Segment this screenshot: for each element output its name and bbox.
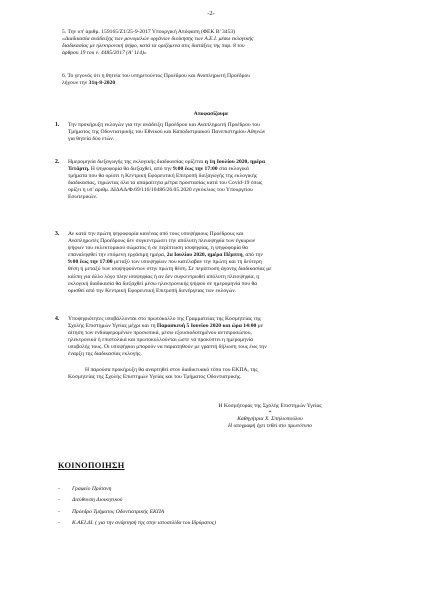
list-item-text: Κ.ΑΕΙ.ΔΙ. ( για την ανάρτησή της στην ιστοσελίδα του Ιδρύματος)	[72, 519, 216, 526]
decision-1-line: Τμήματος της Οδοντιατρικής του Εθνικού και Καποδιστριακού Πανεπιστημίου Αθηνών	[68, 129, 266, 136]
decision-2-number: 2.	[55, 159, 60, 165]
decision-3-line: ορισθεί από την Κεντρική Εφορευτική Επιτροπή διενέργειας των εκλογών.	[68, 287, 237, 294]
list-item	[58, 518, 216, 529]
decision-1-number: 1.	[55, 122, 60, 128]
decision-2-text-part: Ημερομηνία διεξαγωγής της εκλογικής διαδικασίας ορίζεται	[68, 159, 205, 165]
voting-hours: 9:00 έως την 17:00	[173, 166, 218, 173]
decision-2-line	[68, 166, 364, 173]
term-end-date: 31η-8-2020	[88, 80, 116, 87]
list-bullet: -	[58, 508, 60, 515]
decision-4-number: 4.	[55, 316, 60, 322]
decision-4-line: Υποψηφιότητες υποβάλλονται στο πρωτόκολλο της Γραμματείας της Κοσμητείας της	[68, 316, 261, 322]
decision-1-line: Την προκήρυξη εκλογών για την ανάδειξη Προέδρου και Αναπληρωτή Προέδρου του	[68, 122, 260, 128]
item5-line3: διαδικασίας με ηλεκτρονική ψήφο, κατά τα οριζόμενα στις διατάξεις της παρ. 8 του	[62, 43, 245, 50]
distribution-list	[58, 484, 216, 529]
signature-block	[150, 403, 390, 431]
list-bullet: -	[58, 497, 60, 504]
decision-4-line: ηλεκτρονικά ή επιστολικά και πρωτοκολλούνται ώστε να προκύπτει η ημερομηνία	[68, 337, 254, 344]
decision-3-text-part: , από την	[242, 252, 263, 259]
list-bullet: -	[58, 486, 60, 492]
decision-3-line: κάλπη για άλλο λόγο πλην ισοψηφίας ή αν δεν συγκεντρωθεί απόλυτη πλειοψηφία, η	[68, 273, 260, 280]
decision-1-line: για θητεία δύο ετών.	[68, 136, 115, 143]
election-date: η 1η Ιουλίου 2020, ημέρα	[204, 159, 265, 165]
decision-3-line: Αναπληρωτές Προέδρους δεν συγκεντρώσει την απόλυτη πλειοψηφία των έγκυρων	[68, 238, 256, 245]
decision-3-line: Αν κατά την πρώτη ψηφοφορία κανένας από τους υποψήφιους Προέδρους και	[68, 231, 244, 237]
item6-line2-text: λήγουν την	[62, 80, 89, 87]
decision-1-text	[68, 122, 364, 143]
item6-line1: 6. Το γεγονός ότι η θητεία του υπηρετούντος Προέδρου και Αναπληρωτή Προέδρου	[62, 73, 251, 79]
decision-3-text	[68, 231, 364, 295]
list-item	[58, 495, 216, 506]
decision-2-line: διαδικασίας, τηρώντας όλα τα απαραίτητα μέτρα προστασίας κατά του Covid-19 όπως	[68, 180, 263, 187]
decision-2-text	[68, 159, 364, 202]
decision-4-line: έναρξη της διαδικασίας εκλογής.	[68, 351, 142, 358]
candidacy-deadline: Παρασκευή 5 Ιουνίου 2020 και ώρα 14:00	[156, 323, 257, 330]
list-item-text: Γραφείο Πρύτανη	[72, 486, 112, 492]
list-bullet: -	[58, 519, 60, 526]
decision-2-line: τμήματα που θα ορίσει η Κεντρική Εφορευτική Επιτροπή διεξαγωγής της εκλογικής	[68, 173, 258, 180]
item5-line2: «Διαδικασία ανάδειξης των μονομελών οργάνων διοίκησης των Α.Ε.Ι. μέσω εκλογικής	[62, 36, 254, 43]
reference-item-5	[62, 29, 364, 57]
decision-3-line: ψήφων του εκλεκτορικού σώματος ή σε περίπτωση ισοψηφίας, η ψηφοφορία θα	[68, 245, 248, 252]
decision-4-text-part: Σχολής Επιστημών Υγείας μέχρι και τη	[68, 323, 157, 330]
decision-4-text	[68, 316, 364, 359]
decision-4-line: υποβολής τους. Οι υποψήφιοι μπορούν να παραιτηθούν με γραπτή δήλωση τους έως την	[68, 344, 267, 351]
list-item-text: Διεύθυνση Διοικητικού	[72, 497, 123, 504]
repeat-election-date: 2α Ιουλίου 2020, ημέρα Πέμπτη	[166, 252, 243, 259]
decision-2-text-part: Η ψηφοφορία θα διεξαχθεί, από την	[89, 166, 173, 173]
signature-marker: *	[268, 410, 272, 417]
publication-paragraph	[68, 367, 365, 381]
decision-3-line	[68, 259, 364, 266]
decision-4-line	[68, 323, 364, 330]
repeat-voting-hours: 9:00 έως την 17:00	[68, 259, 113, 266]
publication-line: Η παρούσα προκήρυξη θα αναρτηθεί στον διαδικτυακό τόπο του ΕΚΠΑ, της	[85, 367, 258, 373]
list-item	[58, 507, 216, 518]
signatory-role: Η Κοσμήτορας της Σχολής Επιστημών Υγείας	[218, 403, 322, 409]
decision-2-line: ορίζει η υπ' αριθμ. ΔΙΔΑΔ/Φ.69/116/10486/26.05.2020 εγκύκλιος του Υπουργείου	[68, 187, 253, 194]
decision-3-line: εκλογική διαδικασία θα διεξαχθεί μέσω ηλεκτρονικής ψήφου σε ημερομηνία που θα	[68, 280, 258, 287]
decision-2-line: Εσωτερικών.	[68, 194, 98, 201]
decision-3-text-part: μεταξύ των υποψηφίων που κατέλαβαν την πρώτη και τη δεύτερη	[112, 259, 262, 266]
decision-3-line: θέση ή μεταξύ των ισοψηφούντων στην πρώτη θέση. Σε περίπτωση άγονης διαδικασίας με	[68, 266, 272, 273]
election-day: Τετάρτη.	[68, 166, 90, 173]
decision-3-text-part: επαναληφθεί την επόμενη εργάσιμη ημέρα,	[68, 252, 167, 259]
signature-note: Η υπογραφή έχει τεθεί στο πρωτότυπο	[228, 423, 312, 430]
item5-line4: άρθρου 19 του ν. 4485/2017 (Α' 114)»	[62, 50, 147, 57]
distribution-heading: ΚΟΙΝΟΠΟΙΗΣΗ	[58, 461, 125, 470]
item6-line2	[62, 80, 364, 87]
signatory-name: Καθηγήτρια Χ. Σπηλιοπούλου	[237, 416, 303, 423]
decision-3-number: 3.	[55, 231, 60, 237]
decision-4-text-part: με	[256, 323, 264, 330]
decision-heading: Αποφασίζουμε	[193, 111, 229, 117]
item5-line1: 5. Την υπ' αριθμ. 159165/Ζ1/25-9-2017 Υπουργική Απόφαση (ΦΕΚ Β' 3453)	[62, 29, 236, 35]
publication-line: Κοσμητείας της Σχολής Επιστημών Υγείας και του Τμήματος Οδοντιατρικής.	[68, 374, 242, 381]
reference-item-6	[62, 73, 364, 87]
decision-2-text-part: στα εκλογικά	[217, 166, 249, 173]
list-item-text: Πρόεδρο Τμήματος Οδοντιατρικής ΕΚΠΑ	[72, 508, 165, 515]
page-number: -2-	[207, 10, 215, 17]
list-item	[58, 484, 216, 495]
decision-4-line: αίτηση των ενδιαφερομένων προσωπικά, μέσω εξουσιοδοτημένου αντιπροσώπου,	[68, 330, 252, 337]
